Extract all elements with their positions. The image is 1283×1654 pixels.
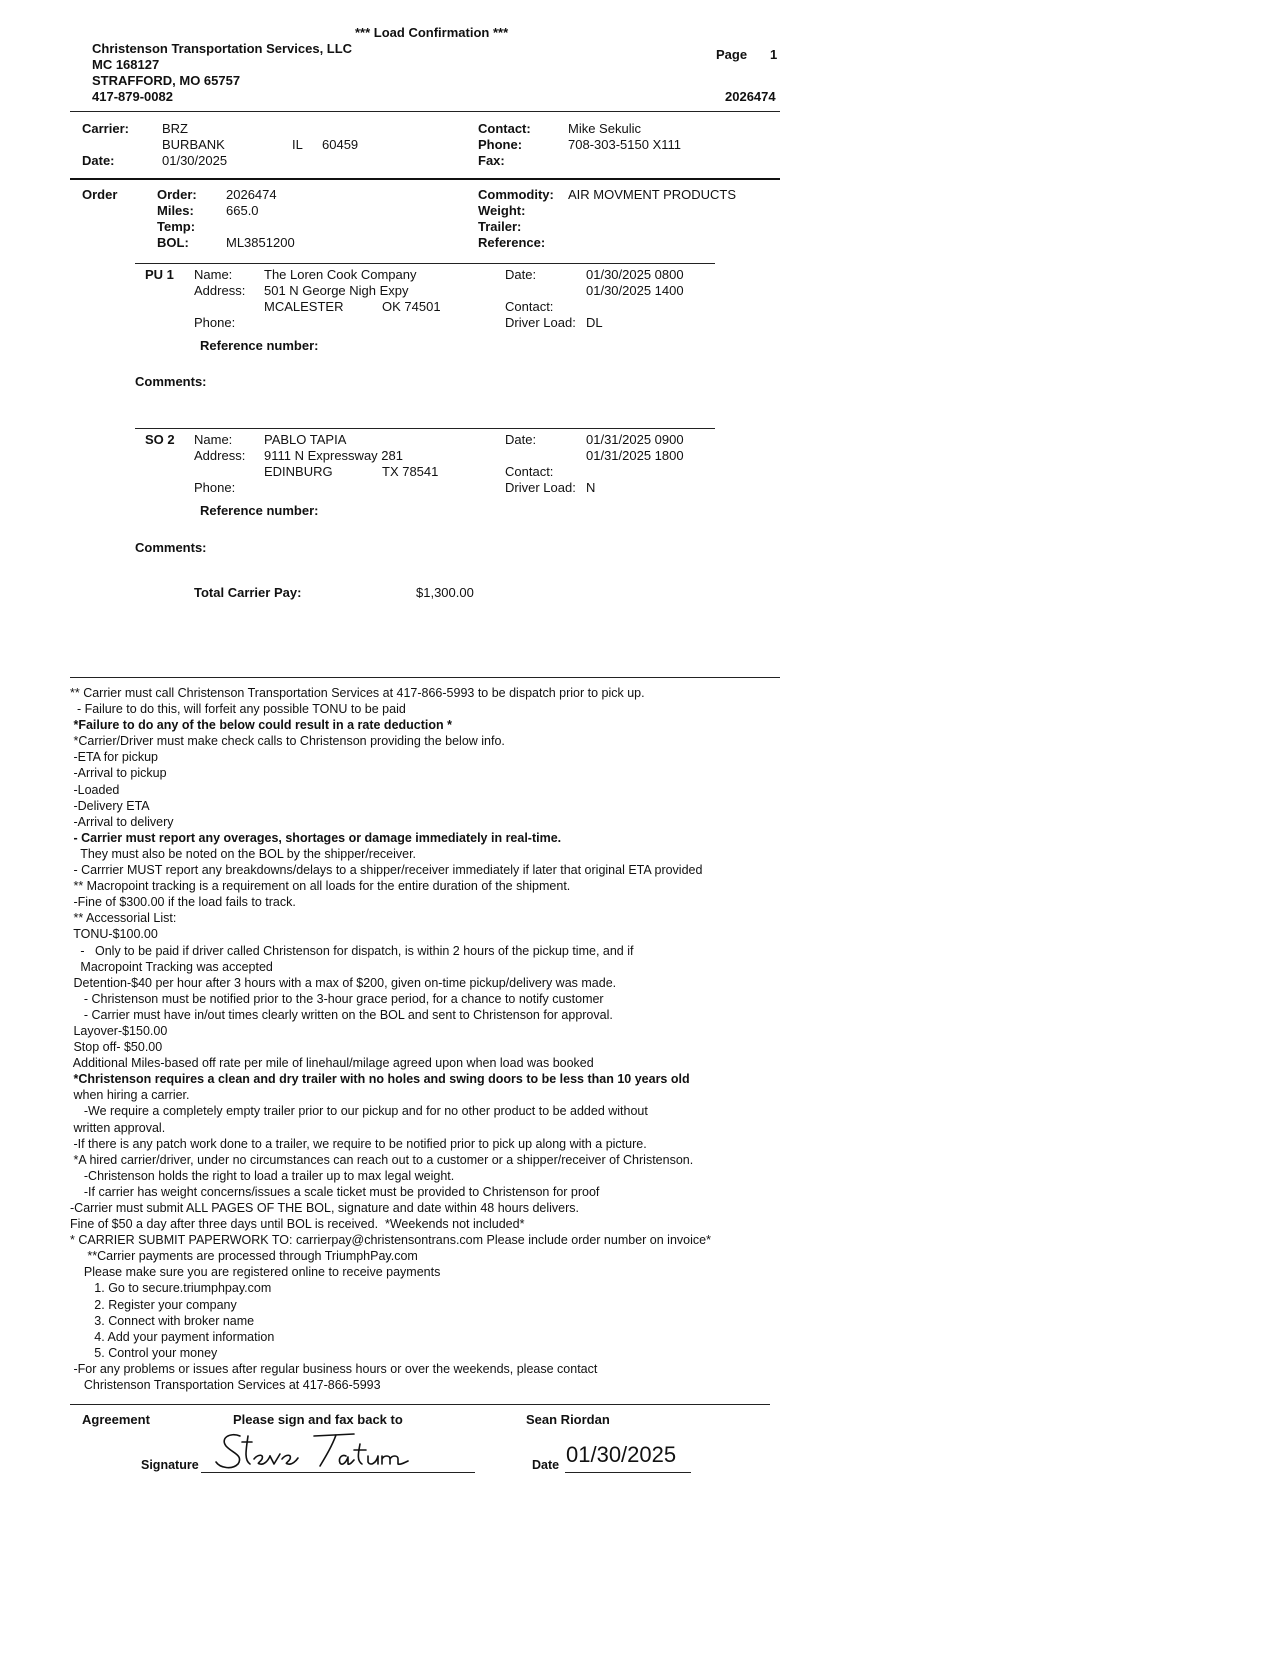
terms-divider xyxy=(70,677,780,678)
terms-line: -If carrier has weight concerns/issues a scale ticket must be provided to Christenson for proof xyxy=(70,1184,600,1199)
terms-line: *A hired carrier/driver, under no circumstances can reach out to a customer or a shipper/receiver of Christenson. xyxy=(70,1152,694,1167)
stop-2-date-end: 01/31/2025 1800 xyxy=(586,448,684,463)
terms-line: 3. Connect with broker name xyxy=(70,1313,255,1328)
carrier-contact: Mike Sekulic xyxy=(568,121,641,136)
stop-1-id: PU 1 xyxy=(145,267,174,282)
company-mc: MC 168127 xyxy=(92,57,160,72)
company-name: Christenson Transportation Services, LLC xyxy=(92,41,353,56)
carrier-divider xyxy=(70,178,780,180)
stop-1-state-zip: OK 74501 xyxy=(382,299,441,314)
terms-line: -Arrival to delivery xyxy=(70,814,174,829)
terms-line: - Carrier must report any overages, shortages or damage immediately in real-time. xyxy=(70,830,562,845)
total-pay-label: Total Carrier Pay: xyxy=(194,585,302,600)
terms-line: -Arrival to pickup xyxy=(70,766,167,781)
stop-1-phone-label: Phone: xyxy=(194,315,236,330)
terms-line: -Fine of $300.00 if the load fails to track. xyxy=(70,895,296,910)
carrier-date: 01/30/2025 xyxy=(162,153,228,168)
date-signed-label: Date xyxy=(532,1458,560,1472)
terms-line: - Only to be paid if driver called Christenson for dispatch, is within 2 hours of the pickup time, and if xyxy=(70,943,634,958)
header-divider xyxy=(70,111,780,112)
temp-label: Temp: xyxy=(157,219,196,234)
terms-line: * CARRIER SUBMIT PAPERWORK TO: carrierpay@christensontrans.com Please include order number on invoice* xyxy=(70,1233,711,1248)
terms-line: -For any problems or issues after regular business hours or over the weekends, please contact xyxy=(70,1361,598,1376)
terms-line: 2. Register your company xyxy=(70,1297,237,1312)
reference-label: Reference: xyxy=(478,235,546,250)
stop-2-comments-label: Comments: xyxy=(135,540,207,555)
terms-line: -Carrier must submit ALL PAGES OF THE BOL, signature and date within 48 hours delivers. xyxy=(70,1201,580,1215)
miles-value: 665.0 xyxy=(226,203,259,218)
order-number: 2026474 xyxy=(226,187,277,202)
commodity-value: AIR MOVMENT PRODUCTS xyxy=(568,187,737,202)
stop-1-date-label: Date: xyxy=(505,267,537,282)
stop-2-address: 9111 N Expressway 281 xyxy=(264,448,403,463)
agreement-label: Agreement xyxy=(82,1412,150,1427)
terms-line: ** Macropoint tracking is a requirement on all loads for the entire duration of the shipment. xyxy=(70,879,571,894)
signature-label: Signature xyxy=(141,1458,199,1472)
terms-line: Christenson Transportation Services at 417-866-5993 xyxy=(70,1378,381,1393)
stop-2-phone-label: Phone: xyxy=(194,480,236,495)
terms-line: -If there is any patch work done to a trailer, we require to be notified prior to pick up along with a picture. xyxy=(70,1136,647,1151)
terms-line: *Carrier/Driver must make check calls to Christenson providing the below info. xyxy=(70,734,505,749)
trailer-label: Trailer: xyxy=(478,219,522,234)
terms-line: Fine of $50 a day after three days until BOL is received. *Weekends not included* xyxy=(70,1217,525,1232)
bol-label: BOL: xyxy=(157,235,189,250)
stop-1-address-label: Address: xyxy=(194,283,246,298)
terms-line: - Carrrier MUST report any breakdowns/delays to a shipper/receiver immediately if later that original ETA provided xyxy=(70,863,703,878)
stop-2-date-start: 01/31/2025 0900 xyxy=(586,432,684,447)
terms-line: ** Accessorial List: xyxy=(70,911,177,926)
stop-1-divider xyxy=(135,263,715,264)
carrier-state: IL xyxy=(292,137,303,152)
carrier-code: BRZ xyxy=(162,121,188,136)
stop-2-reference-label: Reference number: xyxy=(200,503,319,518)
terms-line: - Christenson must be notified prior to the 3-hour grace period, for a chance to notify customer xyxy=(70,991,604,1006)
stop-1-city: MCALESTER xyxy=(264,299,344,314)
date-signed-value: 01/30/2025 xyxy=(566,1442,677,1467)
order-label: Order: xyxy=(157,187,197,202)
terms-line: -We require a completely empty trailer prior to our pickup and for no other product to be added without xyxy=(70,1104,648,1119)
stop-1-name-label: Name: xyxy=(194,267,233,282)
miles-label: Miles: xyxy=(157,203,194,218)
stop-2-name: PABLO TAPIA xyxy=(264,432,347,447)
stop-2-state-zip: TX 78541 xyxy=(382,464,439,479)
bol-value: ML3851200 xyxy=(226,235,295,250)
stop-2-divider xyxy=(135,428,715,429)
company-phone: 417-879-0082 xyxy=(92,89,173,104)
terms-line: 1. Go to secure.triumphpay.com xyxy=(70,1281,272,1296)
order-number-header: 2026474 xyxy=(725,89,776,104)
terms-line: *Failure to do any of the below could result in a rate deduction * xyxy=(70,718,452,733)
terms-line: -Delivery ETA xyxy=(70,798,150,813)
date-line[interactable] xyxy=(565,1470,691,1473)
stop-1-date-start: 01/30/2025 0800 xyxy=(586,267,684,282)
stop-1-comments-label: Comments: xyxy=(135,374,207,389)
terms-line: Detention-$40 per hour after 3 hours with a max of $200, given on-time pickup/delivery was made. xyxy=(70,975,617,990)
stop-2-name-label: Name: xyxy=(194,432,233,447)
terms-line: ** Carrier must call Christenson Transportation Services at 417-866-5993 to be dispatch prior to pick up. xyxy=(70,686,645,700)
fax-label: Fax: xyxy=(478,153,505,168)
contact-label: Contact: xyxy=(478,121,531,136)
document-title: *** Load Confirmation *** xyxy=(355,25,509,40)
terms-line: Stop off- $50.00 xyxy=(70,1040,163,1055)
page-number: 1 xyxy=(770,47,778,62)
terms-line: Please make sure you are registered online to receive payments xyxy=(70,1265,441,1280)
rep-name: Sean Riordan xyxy=(526,1412,610,1427)
page-label: Page xyxy=(716,47,748,62)
stop-2-contact-label: Contact: xyxy=(505,464,554,479)
stop-2-id: SO 2 xyxy=(145,432,175,447)
stop-1-contact-label: Contact: xyxy=(505,299,554,314)
stop-2-driver-load: N xyxy=(586,480,596,495)
order-section-label: Order xyxy=(82,187,118,202)
terms-notes xyxy=(70,685,770,1393)
carrier-phone: 708-303-5150 X111 xyxy=(568,137,682,152)
stop-1-address: 501 N George Nigh Expy xyxy=(264,283,409,298)
commodity-label: Commodity: xyxy=(478,187,554,202)
phone-label: Phone: xyxy=(478,137,523,152)
carrier-zip: 60459 xyxy=(322,137,359,152)
terms-line: They must also be noted on the BOL by the shipper/receiver. xyxy=(70,846,417,861)
sign-fax-instruction: Please sign and fax back to xyxy=(233,1412,403,1427)
total-pay-value: $1,300.00 xyxy=(416,585,474,600)
carrier-city: BURBANK xyxy=(162,137,225,152)
date-label: Date: xyxy=(82,153,115,168)
terms-line: Layover-$150.00 xyxy=(70,1023,168,1038)
terms-line: -Loaded xyxy=(70,782,120,797)
stop-2-city: EDINBURG xyxy=(264,464,333,479)
terms-line: - Carrier must have in/out times clearly written on the BOL and sent to Christenson for approval. xyxy=(70,1007,613,1022)
terms-line: 4. Add your payment information xyxy=(70,1329,275,1344)
stop-1-name: The Loren Cook Company xyxy=(264,267,417,282)
signature-image xyxy=(214,1426,454,1476)
stop-2-driver-load-label: Driver Load: xyxy=(505,480,576,495)
stop-1-date-end: 01/30/2025 1400 xyxy=(586,283,684,298)
terms-line: when hiring a carrier. xyxy=(70,1088,190,1103)
terms-line: Macropoint Tracking was accepted xyxy=(70,959,273,974)
terms-line: *Christenson requires a clean and dry trailer with no holes and swing doors to be less than 10 years old xyxy=(70,1072,690,1087)
terms-line: written approval. xyxy=(70,1120,166,1135)
terms-line: Additional Miles-based off rate per mile of linehaul/milage agreed upon when load was booked xyxy=(70,1056,594,1071)
terms-line: -ETA for pickup xyxy=(70,750,158,765)
stop-1-driver-load-label: Driver Load: xyxy=(505,315,576,330)
terms-line: **Carrier payments are processed through TriumphPay.com xyxy=(70,1249,418,1264)
stop-2-date-label: Date: xyxy=(505,432,537,447)
terms-line: -Christenson holds the right to load a trailer up to max legal weight. xyxy=(70,1168,455,1183)
stop-1-reference-label: Reference number: xyxy=(200,338,319,353)
weight-label: Weight: xyxy=(478,203,526,218)
agreement-divider xyxy=(70,1404,770,1405)
terms-line: 5. Control your money xyxy=(70,1345,218,1360)
company-city: STRAFFORD, MO 65757 xyxy=(92,73,241,88)
stop-1-driver-load: DL xyxy=(586,315,603,330)
terms-line: - Failure to do this, will forfeit any possible TONU to be paid xyxy=(70,702,406,717)
stop-2-address-label: Address: xyxy=(194,448,246,463)
terms-line: TONU-$100.00 xyxy=(70,927,158,942)
carrier-label: Carrier: xyxy=(82,121,129,136)
